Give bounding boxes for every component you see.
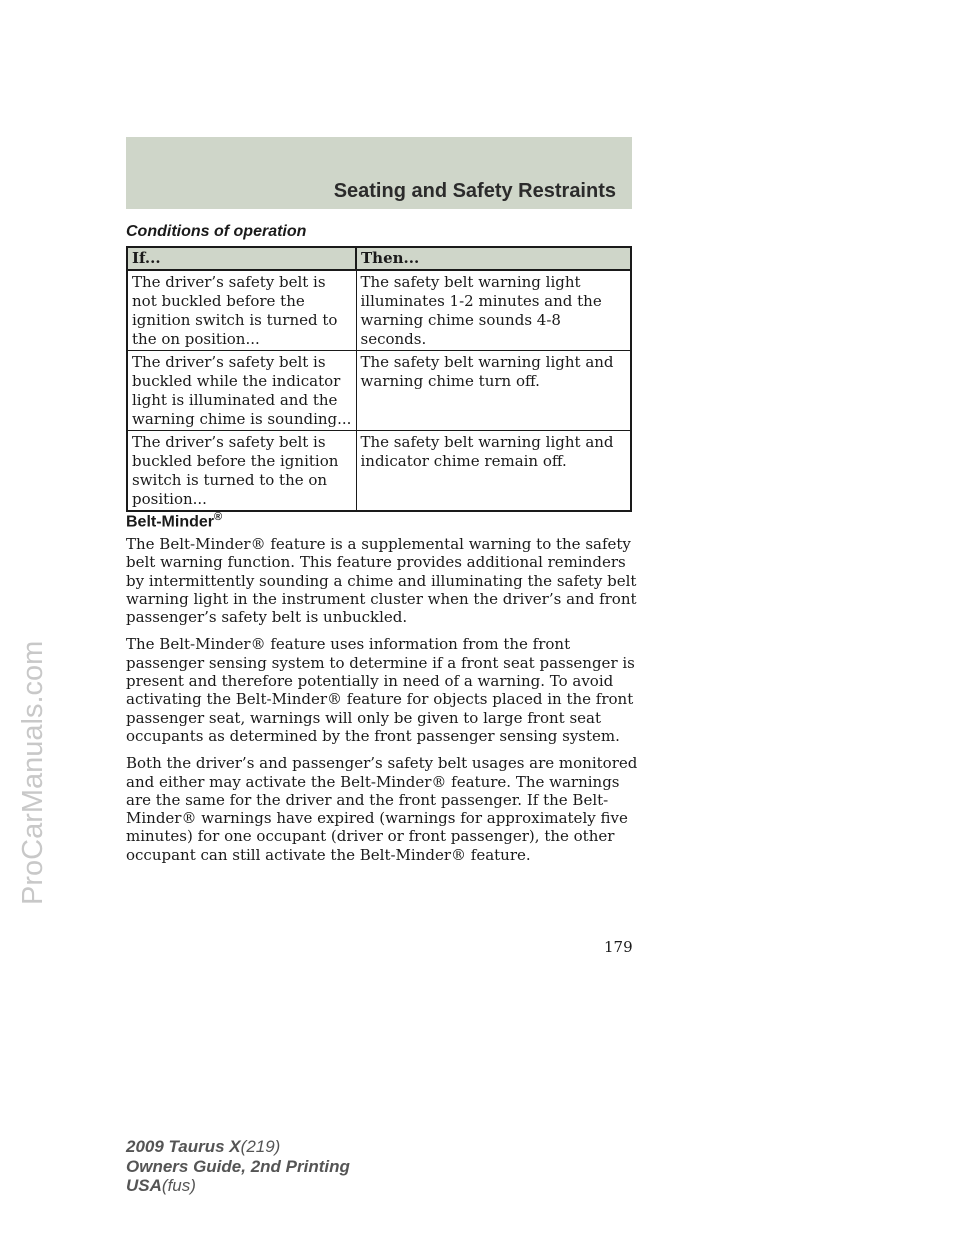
- belt-minder-heading: [126, 511, 222, 531]
- body-paragraph: The Belt-Minder® feature is a supplemental warning to the safety belt warning function. This feature provides additional reminders by intermittently sounding a chime and illuminating the safety belt warning light in the instrument cluster when the driver’s and front passenger’s safety belt is unbuckled.: [126, 535, 637, 627]
- table-cell-result: The safety belt warning light and warning chime turn off.: [356, 351, 631, 431]
- footer-model: 2009 Taurus X: [126, 1137, 241, 1156]
- table-row: [127, 270, 631, 351]
- footer-line: [126, 1137, 350, 1157]
- table-cell-result: The safety belt warning light and indicator chime remain off.: [356, 431, 631, 512]
- footer-model-code: (219): [240, 1137, 281, 1156]
- conditions-table: [126, 246, 632, 512]
- table-header-row: [127, 247, 631, 270]
- table-row: [127, 431, 631, 512]
- body-paragraph: Both the driver’s and passenger’s safety belt usages are monitored and either may activate the Belt-Minder® feature. The warnings are the same for the driver and the front passenger. If the Belt-Minder® warnings have expired (warnings for approximately five minutes) for one occupant (driver or front passenger), the other occupant can still activate the Belt-Minder® feature.: [126, 754, 638, 864]
- print-footer: [126, 1137, 350, 1196]
- column-header-if: If...: [127, 247, 356, 270]
- footer-region-code: (fus): [161, 1176, 196, 1195]
- footer-guide: Owners Guide, 2nd Printing: [126, 1156, 350, 1176]
- table-cell-condition: The driver’s safety belt is buckled while the indicator light is illuminated and the warning chime is sounding...: [127, 351, 356, 431]
- belt-minder-heading-text: Belt-Minder: [126, 513, 214, 531]
- watermark: ProCarManuals.com: [17, 640, 49, 905]
- table-cell-condition: The driver’s safety belt is not buckled before the ignition switch is turned to the on position...: [127, 270, 356, 351]
- belt-minder-body: [126, 535, 638, 873]
- page-number: 179: [604, 938, 633, 956]
- conditions-heading: Conditions of operation: [126, 223, 307, 240]
- body-paragraph: The Belt-Minder® feature uses information from the front passenger sensing system to determine if a front seat passenger is present and therefore potentially in need of a warning. To avoid activating the Belt-Minder® feature for objects placed in the front passenger seat, warnings will only be given to large front seat occupants as determined by the front passenger sensing system.: [126, 635, 635, 745]
- section-header-band: [126, 137, 632, 209]
- table-row: [127, 351, 631, 431]
- table-cell-condition: The driver’s safety belt is buckled before the ignition switch is turned to the on position...: [127, 431, 356, 512]
- section-title: Seating and Safety Restraints: [333, 180, 616, 202]
- column-header-then: Then...: [356, 247, 631, 270]
- footer-line: [126, 1157, 350, 1177]
- registered-mark: ®: [214, 511, 223, 523]
- footer-line: [126, 1176, 350, 1196]
- footer-region: USA: [126, 1176, 162, 1195]
- table-cell-result: The safety belt warning light illuminates 1-2 minutes and the warning chime sounds 4-8 seconds.: [356, 270, 631, 351]
